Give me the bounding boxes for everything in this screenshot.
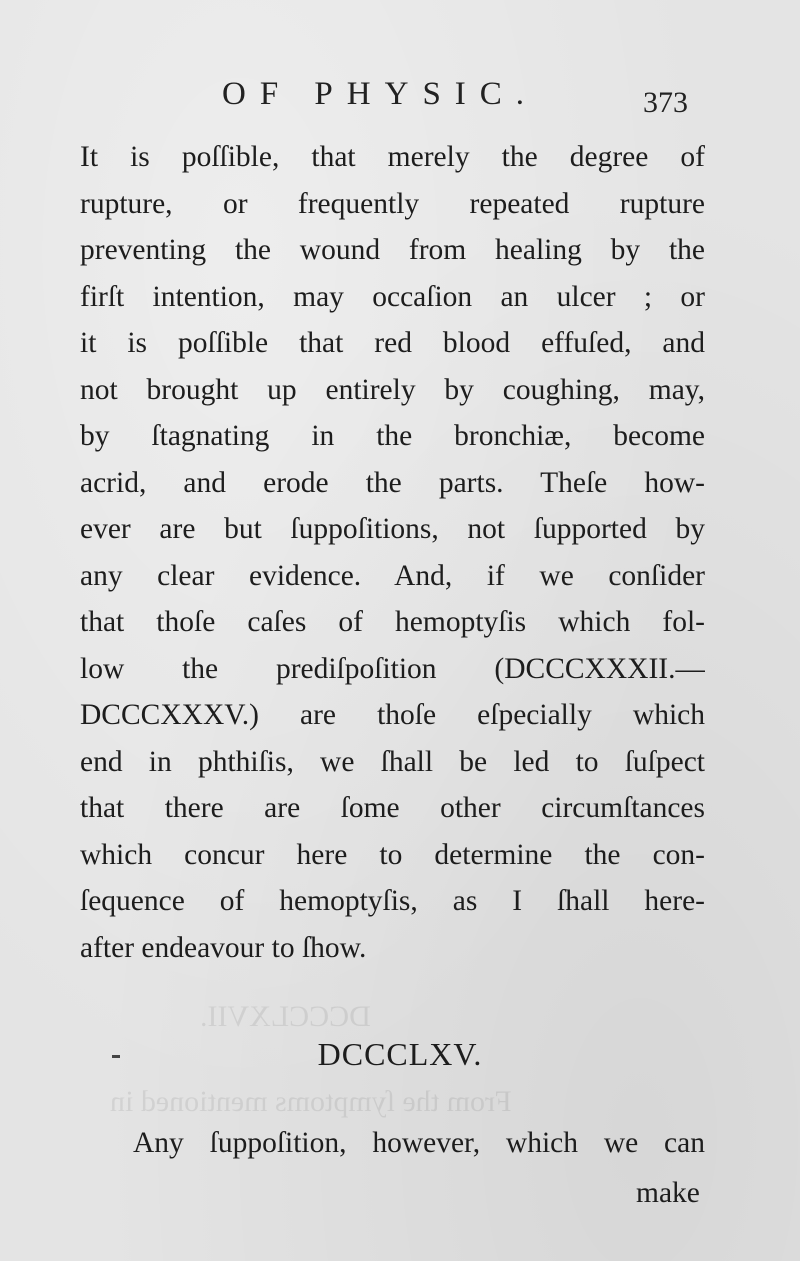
page-number: 373 [643, 86, 688, 119]
text-line: acrid, and erode the parts. Theſe how- [80, 466, 705, 499]
paragraph [80, 134, 705, 971]
text-line: DCCCXXXV.) are thoſe eſpecially which [80, 699, 705, 731]
text-line: any clear evidence. And, if we conſider [80, 559, 705, 592]
running-title: OF PHYSIC. [222, 76, 539, 112]
catchword: make [636, 1177, 700, 1209]
text-line: that thoſe caſes of hemoptyſis which fol- [80, 606, 705, 638]
text-line: which concur here to determine the con- [80, 838, 705, 871]
text-line: end in phthiſis, we ſhall be led to ſuſpect [80, 745, 705, 778]
show-through-text: From the ſymptoms mentioned in [110, 1085, 512, 1118]
text-line: that there are ſome other circumſtances [80, 792, 705, 824]
page-header [0, 72, 800, 122]
text-line: it is poſſible that red blood effuſed, and [80, 327, 705, 359]
text-line: firſt intention, may occaſion an ulcer ; or [80, 280, 705, 313]
text-line: by ſtagnating in the bronchiæ, become [80, 420, 705, 452]
text-line: not brought up entirely by coughing, may, [80, 373, 705, 406]
text-line: It is poſſible, that merely the degree of [80, 141, 705, 173]
text-line: low the prediſpoſition (DCCCXXXII.— [80, 652, 705, 685]
text-line: ſequence of hemoptyſis, as I ſhall here- [80, 885, 705, 917]
show-through-text: DCCCLXVII. [200, 1000, 371, 1033]
section-first-line: Any ſuppoſition, however, which we can [133, 1127, 705, 1159]
text-line: ever are but ſuppoſitions, not ſupported by [80, 513, 705, 545]
text-line: preventing the wound from healing by the [80, 234, 705, 266]
text-line: rupture, or frequently repeated rupture [80, 187, 705, 220]
section-heading: DCCCLXV. [317, 1036, 483, 1072]
text-line: after endeavour to ſhow. [80, 931, 367, 964]
